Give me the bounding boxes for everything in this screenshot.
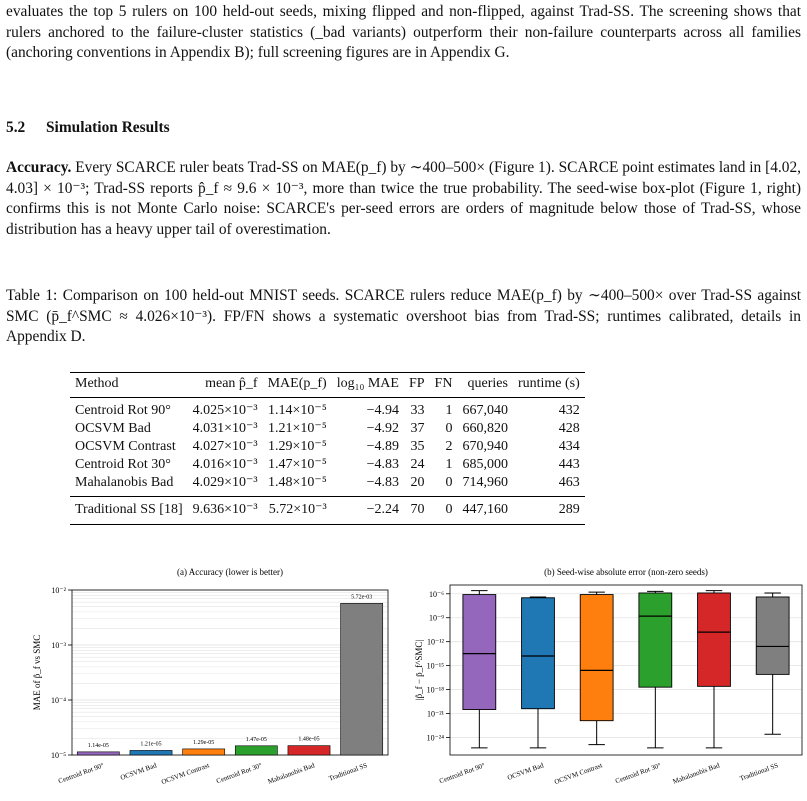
- accuracy-body: Every SCARCE ruler beats Trad-SS on MAE(p_f) by ∼400–500× (Figure 1). SCARCE point estimates land in [4.02, 4.03] × 10⁻³; Trad-SS reports p̂_f ≈ 9.6 × 10⁻³, more than twice the true probability. The seed-wise box-plot (Figure 1, right) confirms this is not Monte Carlo noise: SCARCE's per-seed errors are orders of magnitude below those of Trad-SS, whose distribution has a heavy upper tail of overestimation.: [6, 159, 801, 238]
- results-table: [70, 372, 585, 525]
- table-cell: 2: [445, 439, 453, 454]
- section-title: Simulation Results: [46, 119, 170, 136]
- x-tick-label: Centroid Rot 30°: [614, 761, 663, 786]
- col-header: log₁₀ MAE: [336, 376, 399, 391]
- y-tick-label: 10⁻³: [51, 641, 66, 650]
- table-cell: Traditional SS [18]: [75, 502, 183, 517]
- x-tick-label: Traditional SS: [327, 761, 369, 783]
- table-cell: −2.24: [366, 502, 399, 517]
- table-cell: 289: [558, 502, 580, 517]
- y-tick-label: 10⁻²: [51, 586, 66, 595]
- seedwise-box-plot: [400, 555, 807, 801]
- y-axis-label: |p̂_f − p̄_f^SMC|: [414, 639, 424, 701]
- table-cell: −4.83: [366, 457, 399, 472]
- box: [463, 595, 496, 710]
- bar: [183, 749, 225, 755]
- table-cell: Centroid Rot 30°: [75, 457, 171, 472]
- x-tick-label: OCSVM Bad: [119, 761, 158, 782]
- y-tick-label: 10⁻¹⁵: [426, 661, 444, 671]
- y-axis-label: MAE of p̂_f vs SMC: [32, 634, 42, 711]
- bar: [77, 752, 119, 755]
- box: [756, 597, 789, 674]
- table-row: [70, 474, 585, 497]
- plot-frame: [450, 585, 802, 755]
- table-cell: 1: [445, 403, 453, 418]
- bar: [130, 750, 172, 755]
- table-cell: Centroid Rot 90°: [75, 403, 171, 418]
- table-cell: 1.48×10⁻⁵: [268, 475, 327, 490]
- table-cell: 1.14×10⁻⁵: [268, 403, 327, 418]
- y-tick-label: 10⁻¹⁸: [426, 685, 444, 695]
- table-cell: 33: [410, 403, 425, 418]
- table-cell: 1.21×10⁻⁵: [268, 421, 327, 436]
- table-cell: 714,960: [462, 475, 508, 490]
- box: [698, 593, 731, 686]
- table-cell: 660,820: [462, 421, 508, 436]
- x-tick-label: OCSVM Contrast: [553, 761, 604, 787]
- y-tick-label: 10⁻²¹: [426, 709, 444, 719]
- x-tick-label: Traditional SS: [738, 761, 780, 783]
- table-cell: 432: [558, 403, 580, 418]
- y-tick-label: 10⁻⁹: [428, 613, 444, 623]
- col-header: MAE(p_f): [267, 376, 327, 391]
- table-cell: Mahalanobis Bad: [75, 475, 174, 490]
- col-header: FP: [408, 376, 425, 391]
- table-cell: 24: [410, 457, 425, 472]
- table-caption: Table 1: Comparison on 100 held-out MNIST seeds. SCARCE rulers reduce MAE(p_f) by ∼400–500× over Trad-SS against SMC (p̄_f^SMC ≈ 4.026×10⁻³). FP/FN shows a systematic overshoot bias from Trad-SS; runtimes calibrated, details in Appendix D.: [6, 287, 801, 345]
- y-tick-label: 10⁻¹²: [426, 637, 444, 647]
- table-cell: 685,000: [462, 457, 508, 472]
- table-cell: 463: [558, 475, 580, 490]
- bar-value-label: 1.14e-05: [87, 742, 109, 749]
- y-tick-label: 10⁻⁴: [50, 696, 66, 705]
- table-cell: 1.47×10⁻⁵: [268, 457, 327, 472]
- bar-value-label: 5.72e-03: [351, 594, 373, 601]
- bar-value-label: 1.48e-05: [298, 736, 320, 743]
- x-tick-label: OCSVM Bad: [506, 761, 545, 782]
- col-header: Method: [75, 376, 119, 391]
- accuracy-bar-chart: [0, 555, 400, 801]
- col-header: queries: [467, 376, 508, 391]
- box: [639, 593, 672, 687]
- y-tick-label: 10⁻⁵: [50, 751, 66, 760]
- bar: [235, 746, 277, 755]
- bar: [341, 603, 383, 755]
- table-cell: OCSVM Bad: [75, 421, 151, 436]
- table-cell: 35: [410, 439, 425, 454]
- accuracy-paragraph: [6, 158, 801, 240]
- col-header: FN: [434, 376, 453, 391]
- table-cell: 37: [410, 421, 425, 436]
- table-cell: 670,940: [462, 439, 508, 454]
- y-tick-label: 10⁻²⁴: [426, 733, 444, 743]
- bar-value-label: 1.29e-05: [193, 739, 215, 746]
- box: [522, 598, 555, 709]
- table-cell: 0: [445, 421, 453, 436]
- table-cell: −4.83: [366, 475, 399, 490]
- table-cell: 428: [558, 421, 580, 436]
- table-cell: 0: [445, 475, 453, 490]
- table-header-row: [70, 373, 585, 398]
- box: [580, 595, 613, 721]
- table-cell: 4.031×10⁻³: [192, 421, 258, 436]
- x-tick-label: Centroid Rot 30°: [215, 761, 264, 786]
- bar: [288, 746, 330, 755]
- table-cell: 1.29×10⁻⁵: [268, 439, 327, 454]
- table-row: [70, 456, 585, 474]
- table-cell: 434: [558, 439, 580, 454]
- table-cell: −4.92: [366, 421, 399, 436]
- chart-title: (a) Accuracy (lower is better): [177, 567, 283, 577]
- table-row: [70, 438, 585, 456]
- x-tick-label: Mahalanobis Bad: [266, 761, 316, 786]
- intro-paragraph: evaluates the top 5 rulers on 100 held-out seeds, mixing flipped and non-flipped, against Trad-SS. The screening shows that rulers anchored to the failure-cluster statistics (_bad variants) outperform their non-failure counterparts across all families (anchoring conventions in Appendix B); full screening figures are in Appendix G.: [6, 3, 801, 61]
- table-cell: 443: [558, 457, 580, 472]
- table-cell: 447,160: [462, 502, 508, 517]
- table-body: [70, 398, 585, 525]
- table-row: [70, 420, 585, 438]
- col-header: runtime (s): [517, 376, 580, 391]
- table-cell: 70: [410, 502, 425, 517]
- table-cell: 5.72×10⁻³: [268, 502, 327, 517]
- y-tick-label: 10⁻⁶: [428, 589, 444, 599]
- section-heading: [6, 119, 170, 137]
- bar-value-label: 1.47e-05: [245, 736, 267, 743]
- section-number: 5.2: [6, 119, 26, 136]
- x-tick-label: Centroid Rot 90°: [57, 761, 106, 786]
- table-cell: −4.94: [366, 403, 399, 418]
- table-row: [70, 398, 585, 421]
- table-cell: −4.89: [366, 439, 399, 454]
- accuracy-lead: Accuracy.: [6, 159, 72, 176]
- table-cell: OCSVM Contrast: [75, 439, 176, 454]
- table-cell: 9.636×10⁻³: [192, 502, 258, 517]
- table-cell: 20: [410, 475, 425, 490]
- table-cell: 0: [445, 502, 453, 517]
- bar-value-label: 1.21e-05: [140, 741, 162, 748]
- table-row: [70, 497, 585, 525]
- x-tick-label: Mahalanobis Bad: [671, 761, 721, 786]
- table-cell: 4.016×10⁻³: [192, 457, 258, 472]
- table-cell: 667,040: [462, 403, 508, 418]
- col-header: mean p̂_f: [205, 376, 258, 391]
- x-tick-label: Centroid Rot 90°: [438, 761, 487, 786]
- table-cell: 4.027×10⁻³: [192, 439, 258, 454]
- table-cell: 4.029×10⁻³: [192, 475, 258, 490]
- chart-title: (b) Seed-wise absolute error (non-zero seeds): [544, 567, 708, 577]
- table-cell: 4.025×10⁻³: [192, 403, 258, 418]
- table-cell: 1: [445, 457, 453, 472]
- x-tick-label: OCSVM Contrast: [160, 761, 211, 787]
